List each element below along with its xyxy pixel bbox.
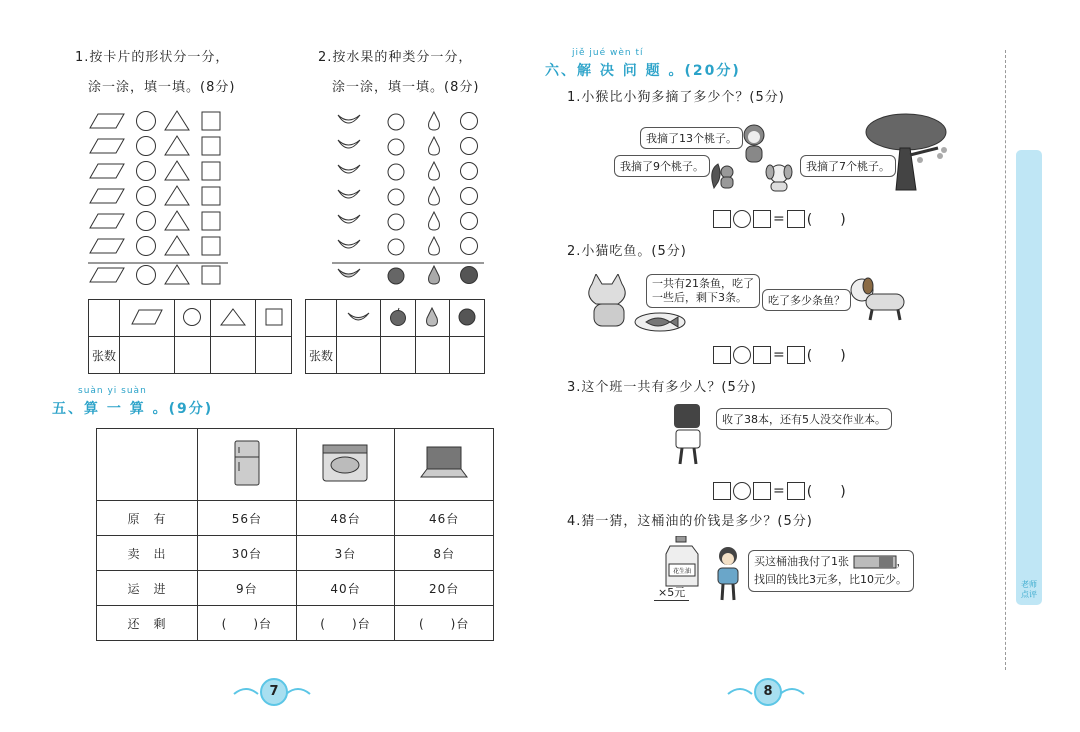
triangle-icon [210, 300, 255, 337]
cat-icon [578, 274, 638, 330]
pear-icon [429, 237, 440, 255]
square-icon [202, 162, 220, 180]
answer-cell[interactable] [256, 337, 292, 374]
page-number: 8 [754, 678, 782, 706]
q3-title: 3.这个班一共有多少人？(5分) [567, 380, 757, 395]
left-q1-line2: 涂一涂，填一填。(8分) [88, 80, 236, 95]
dog-speech: 我摘了7个桃子。 [800, 155, 896, 177]
row-label: 卖 出 [97, 536, 198, 571]
left-q1-line1: 1.按卡片的形状分一分， [75, 50, 230, 65]
orange-icon [461, 238, 478, 255]
pear-icon [429, 266, 440, 284]
q4-title: 4.猜一猜，这桶油的价钱是多少？(5分) [567, 514, 813, 529]
pear-icon [429, 137, 440, 155]
answer-box[interactable] [753, 210, 771, 228]
cat-speech [646, 274, 760, 308]
orange-icon [461, 138, 478, 155]
square-icon [256, 300, 292, 337]
squirrel-speech: 我摘了9个桃子。 [614, 155, 710, 177]
banana-icon [338, 115, 360, 123]
q2-title: 2.小猫吃鱼。(5分) [567, 244, 687, 259]
answer-box[interactable] [787, 346, 805, 364]
unit-paren[interactable]: ( ) [806, 484, 846, 500]
boy-speech: 买这桶油我付了1张 ， 找回的钱比3元多，比10元少。 [748, 550, 914, 592]
banana-icon [338, 190, 360, 198]
apple-icon [388, 268, 404, 284]
row-label: 原 有 [97, 501, 198, 536]
cell: 46台 [395, 501, 494, 536]
teacher-review-label: 老师 点评 [1021, 580, 1037, 599]
price-tag: ×5元 [654, 584, 689, 601]
equation-row[interactable] [713, 481, 846, 501]
triangle-icon [165, 211, 189, 230]
circle-icon [137, 112, 156, 131]
section5-pinyin: suàn yi suàn [78, 386, 147, 396]
answer-cell[interactable]: ( )台 [296, 606, 395, 641]
section5-title: 五、算 一 算 。(9分) [52, 401, 214, 417]
triangle-icon [165, 136, 189, 155]
circle-icon [137, 162, 156, 181]
square-icon [202, 266, 220, 284]
answer-cell[interactable] [415, 337, 450, 374]
unit-paren[interactable]: ( ) [806, 212, 846, 228]
oil-bottle-icon [662, 536, 702, 588]
section6-title: 六、解 决 问 题 。(20分) [545, 63, 741, 79]
answer-box[interactable] [753, 346, 771, 364]
count-label: 张数 [306, 337, 337, 374]
triangle-icon [165, 236, 189, 255]
equation-row[interactable] [713, 209, 846, 229]
equals-sign: = [773, 211, 785, 227]
triangle-icon [165, 186, 189, 205]
apple-icon [388, 239, 404, 255]
cell: 20台 [395, 571, 494, 606]
square-icon [202, 212, 220, 230]
cell: 48台 [296, 501, 395, 536]
left-q2-line1: 2.按水果的种类分一分， [318, 50, 473, 65]
oil-label: 花生油 [672, 568, 692, 575]
cell: 8台 [395, 536, 494, 571]
orange-icon [461, 163, 478, 180]
washing-machine-icon [296, 429, 395, 501]
circle-icon [137, 237, 156, 256]
pear-icon [429, 187, 440, 205]
parallelogram-icon [120, 300, 175, 337]
answer-cell[interactable] [337, 337, 381, 374]
cell: 30台 [198, 536, 297, 571]
student-icon [670, 404, 706, 466]
circle-icon [137, 137, 156, 156]
banknote-icon [853, 555, 897, 569]
apple-icon [388, 164, 404, 180]
puppy-icon [762, 162, 796, 192]
square-icon [202, 237, 220, 255]
orange-icon [461, 188, 478, 205]
apple-icon [388, 139, 404, 155]
student-speech: 收了38本，还有5人没交作业本。 [716, 408, 892, 430]
orange-icon [461, 267, 478, 284]
apple-icon [388, 214, 404, 230]
circle-icon [174, 300, 210, 337]
answer-cell[interactable] [210, 337, 255, 374]
banana-icon [338, 140, 360, 148]
pear-icon [415, 300, 450, 337]
parallelogram-icon [90, 139, 124, 153]
banana-icon [338, 165, 360, 173]
fruit-cards [332, 105, 487, 290]
cat-speech-line2: 一些后，剩下3条。 [652, 291, 747, 304]
parallelogram-icon [90, 214, 124, 228]
operator-circle[interactable] [733, 210, 751, 228]
side-tab [1016, 150, 1042, 605]
count-label: 张数 [89, 337, 120, 374]
cut-line [1005, 50, 1006, 670]
laptop-icon [395, 429, 494, 501]
cell: 56台 [198, 501, 297, 536]
orange-icon [461, 213, 478, 230]
boy-speech-line2: 找回的钱比3元多，比10元少。 [754, 573, 907, 586]
answer-box[interactable] [713, 210, 731, 228]
page-number: 7 [260, 678, 288, 706]
peach-tree-icon [860, 110, 952, 192]
boy-speech-line1: 买这桶油我付了1张 [754, 555, 849, 568]
banana-icon [338, 269, 360, 277]
squirrel-icon [708, 160, 738, 190]
answer-box[interactable] [787, 482, 805, 500]
dog-icon [848, 276, 910, 322]
operator-circle[interactable] [733, 346, 751, 364]
banana-icon [337, 300, 381, 337]
square-icon [202, 187, 220, 205]
equals-sign: = [773, 483, 785, 499]
pear-icon [429, 162, 440, 180]
left-q2-line2: 涂一涂，填一填。(8分) [332, 80, 480, 95]
banana-icon [338, 215, 360, 223]
parallelogram-icon [90, 114, 124, 128]
answer-box[interactable] [753, 482, 771, 500]
section6-pinyin: jiě jué wèn tí [572, 48, 644, 58]
answer-cell[interactable] [380, 337, 415, 374]
answer-cell[interactable]: ( )台 [395, 606, 494, 641]
cat-speech-line1: 一共有21条鱼，吃了 [652, 277, 754, 290]
apple-icon [388, 114, 404, 130]
answer-box[interactable] [713, 482, 731, 500]
answer-cell[interactable] [174, 337, 210, 374]
triangle-icon [165, 111, 189, 130]
q1-title: 1.小猴比小狗多摘了多少个？(5分) [567, 90, 785, 105]
answer-cell[interactable] [450, 337, 485, 374]
calc-table [96, 428, 494, 641]
square-icon [202, 137, 220, 155]
fruit-tally-table [305, 299, 485, 374]
square-icon [202, 112, 220, 130]
parallelogram-icon [90, 164, 124, 178]
answer-cell[interactable]: ( )台 [198, 606, 297, 641]
equation-row[interactable] [713, 345, 846, 365]
apple-icon [380, 300, 415, 337]
fish-plate-icon [634, 308, 686, 332]
shape-tally-table [88, 299, 292, 374]
monkey-speech: 我摘了13个桃子。 [640, 127, 743, 149]
orange-icon [461, 113, 478, 130]
triangle-icon [165, 265, 189, 284]
cell: 9台 [198, 571, 297, 606]
cell: 3台 [296, 536, 395, 571]
fridge-icon [198, 429, 297, 501]
answer-cell[interactable] [120, 337, 175, 374]
unit-paren[interactable]: ( ) [806, 348, 846, 364]
circle-icon [137, 212, 156, 231]
pear-icon [429, 212, 440, 230]
circle-icon [137, 266, 156, 285]
orange-icon [450, 300, 485, 337]
answer-box[interactable] [787, 210, 805, 228]
dog-question-speech: 吃了多少条鱼？ [762, 289, 851, 311]
row-label: 还 剩 [97, 606, 198, 641]
parallelogram-icon [90, 189, 124, 203]
pear-icon [429, 112, 440, 130]
circle-icon [137, 187, 156, 206]
triangle-icon [165, 161, 189, 180]
banana-icon [338, 240, 360, 248]
boy-icon [712, 546, 744, 602]
parallelogram-icon [90, 239, 124, 253]
equals-sign: = [773, 347, 785, 363]
shape-cards [88, 105, 233, 290]
parallelogram-icon [90, 268, 124, 282]
operator-circle[interactable] [733, 482, 751, 500]
answer-box[interactable] [713, 346, 731, 364]
row-label: 运 进 [97, 571, 198, 606]
apple-icon [388, 189, 404, 205]
monkey-icon [735, 122, 773, 164]
cell: 40台 [296, 571, 395, 606]
